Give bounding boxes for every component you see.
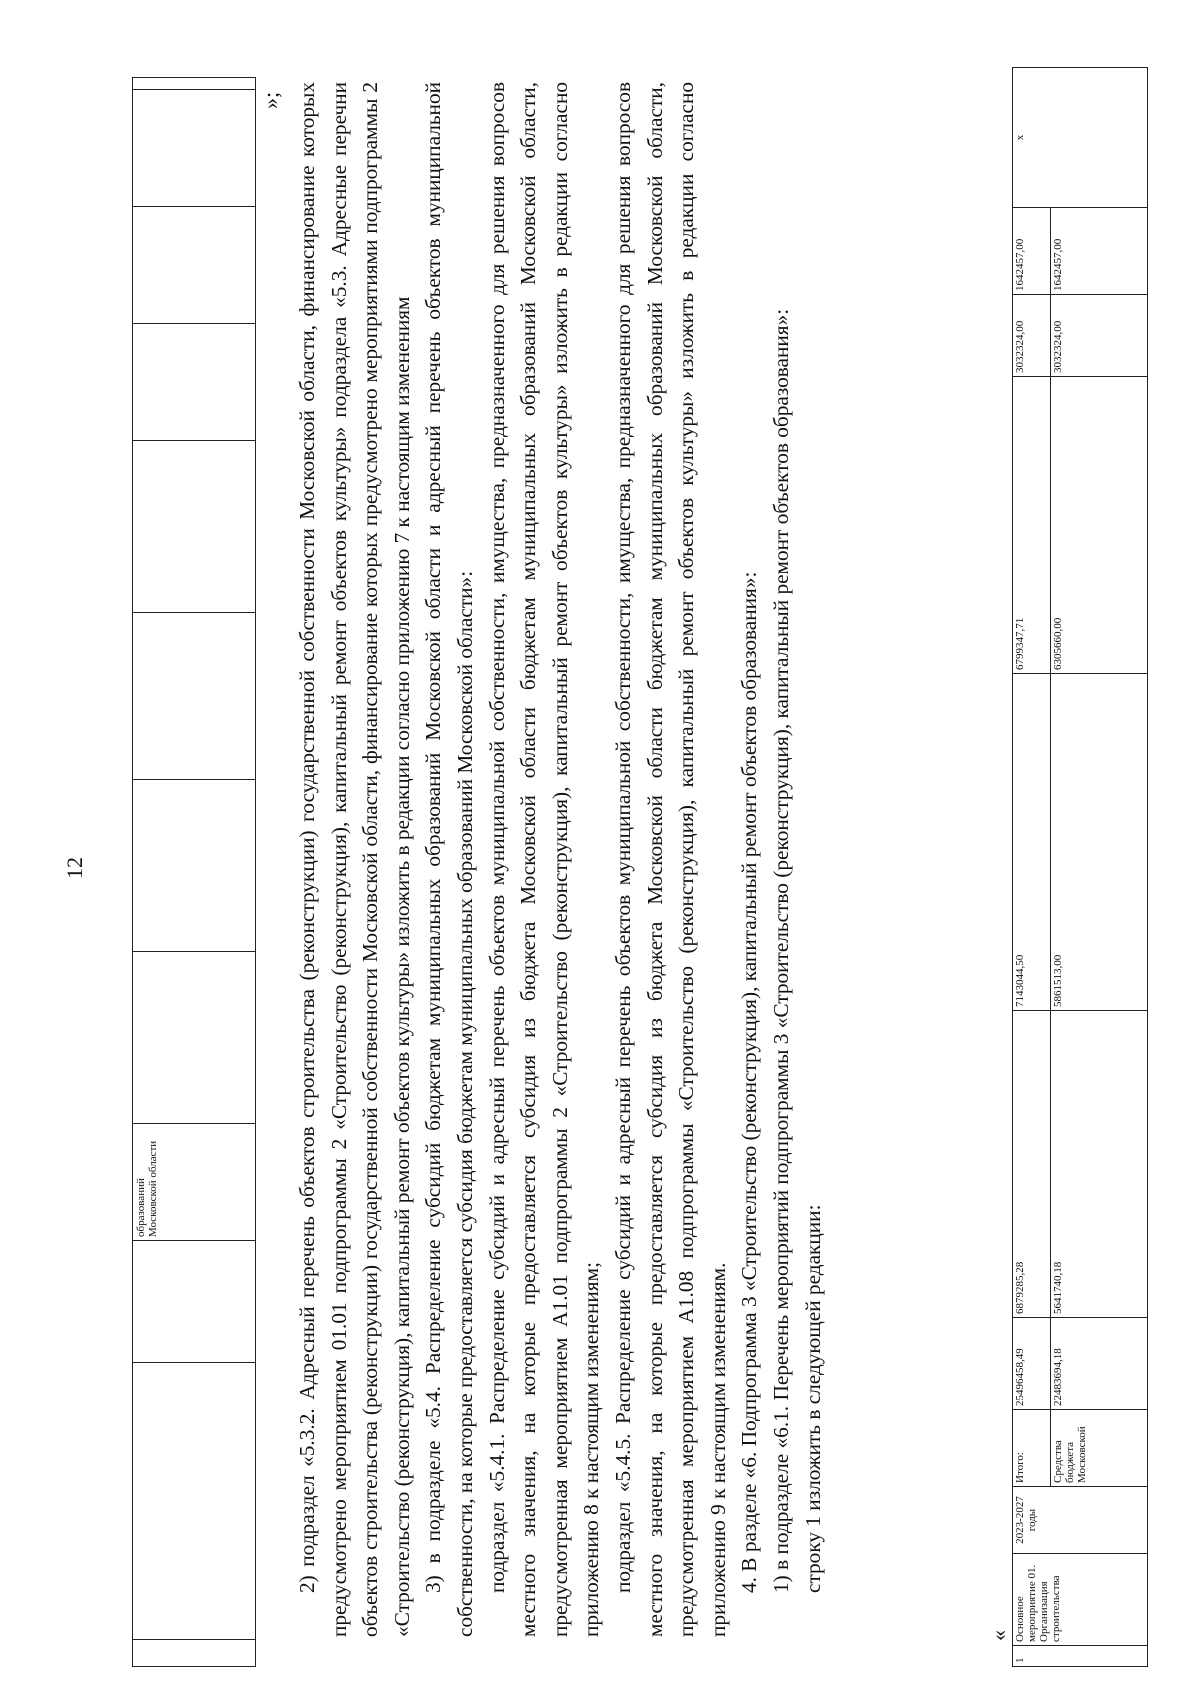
- table-cell: [133, 441, 256, 613]
- year-cell: 6799347,71: [1013, 377, 1051, 674]
- year-cell: 7143044,50: [1013, 674, 1051, 1011]
- table-cell: [133, 78, 256, 90]
- paragraph: 1) в подразделе «6.1. Перечень мероприятий подпрограммы 3 «Строительство (реконструкция), капитальный ремонт объектов образования»:: [768, 308, 793, 1593]
- table-cell: [133, 1640, 256, 1667]
- period: 2023-2027 годы: [1013, 1487, 1148, 1554]
- table-cell: [133, 1241, 256, 1363]
- paragraph: подраздел «5.4.1. Распределение субсидий и адресный перечень объектов муниципальной собственности, имущества, предназначенного для решения вопросов местного значения, на которые предоставляется субсидия из бюджета Московской области бюджетам муниципальных образований Московской области, предусмотренная мероприятием А1.01 подпрограммы 2 «Строительство (реконструкция), капитальный ремонт объектов культуры» изложить в редакции согласно приложению 8 к настоящим изменениям;: [484, 82, 604, 1637]
- table-cell: [133, 90, 256, 207]
- body-text: [292, 82, 829, 1637]
- top-table-fragment: [132, 77, 256, 1667]
- year-cell: 6305660,00: [1050, 377, 1148, 674]
- paragraph: 4. В разделе «6. Подпрограмма 3 «Строительство (реконструкция), капитальный ремонт объектов образования»:: [737, 571, 762, 1593]
- total-cell: 22483694,18: [1050, 1318, 1148, 1410]
- year-cell: 1642457,00: [1013, 208, 1051, 295]
- region-text: образований Московской области: [135, 1140, 159, 1237]
- bottom-table: [1012, 67, 1148, 1667]
- row-number: 1: [1013, 1646, 1148, 1667]
- year-cell: 5641740,18: [1050, 1011, 1148, 1318]
- table-cell: [133, 613, 256, 780]
- year-cell: 3032324,00: [1013, 295, 1051, 377]
- activity-name: Основное мероприятие 01. Организация строительства: [1013, 1554, 1148, 1646]
- open-quote: «: [986, 1630, 1011, 1641]
- table-cell: [133, 1363, 256, 1640]
- year-cell: 3032324,00: [1050, 295, 1148, 377]
- page-number: 12: [62, 857, 87, 879]
- responsible-mark: х: [1013, 68, 1148, 208]
- paragraph: 2) подраздел «5.3.2. Адресный перечень объектов строительства (реконструкции) государственной собственности Московской области, финансирование которых предусмотрено мероприятием 01.01 подпрограммы 2 «Строительство (реконструкция), капитальный ремонт объектов культуры» подраздела «5.3. Адресные перечни объектов строительства (реконструкции) государственной собственности Московской области, финансирование которых предусмотрено мероприятиями подпрограммы 2 «Строительство (реконструкция), капитальный ремонт объектов культуры» изложить в редакции согласно приложению 7 к настоящим изменениям: [295, 82, 414, 1637]
- table-cell: [133, 1124, 256, 1241]
- total-cell: 25496458,49: [1013, 1318, 1051, 1410]
- source-cell: Средства бюджета Московской: [1050, 1410, 1148, 1487]
- table-cell: [133, 952, 256, 1124]
- table-cell: [133, 207, 256, 324]
- year-cell: 5861513,00: [1050, 674, 1148, 1011]
- table-cell: [133, 324, 256, 441]
- paragraph: строку 1 изложить в следующей редакции:: [800, 1204, 825, 1593]
- year-cell: 1642457,00: [1050, 208, 1148, 295]
- closing-quote: »;: [258, 91, 283, 109]
- year-cell: 6879285,28: [1013, 1011, 1051, 1318]
- source-cell: Итого:: [1013, 1410, 1051, 1487]
- paragraph: подраздел «5.4.5. Распределение субсидий и адресный перечень объектов муниципальной собственности, имущества, предназначенного для решения вопросов местного значения, на которые предоставляется субсидия из бюджета Московской области бюджетам муниципальных образований Московской области, предусмотренная мероприятием А1.08 подпрограммы «Строительство (реконструкция), капитальный ремонт объектов культуры» изложить в редакции согласно приложению 9 к настоящим изменениям.: [610, 82, 730, 1637]
- paragraph: 3) в подразделе «5.4. Распределение субсидий бюджетам муниципальных образований Московской области и адресный перечень объектов муниципальной собственности, на которые предоставляется субсидия бюджетам муниципальных образований Московской области»:: [421, 82, 477, 1637]
- table-cell: [133, 780, 256, 952]
